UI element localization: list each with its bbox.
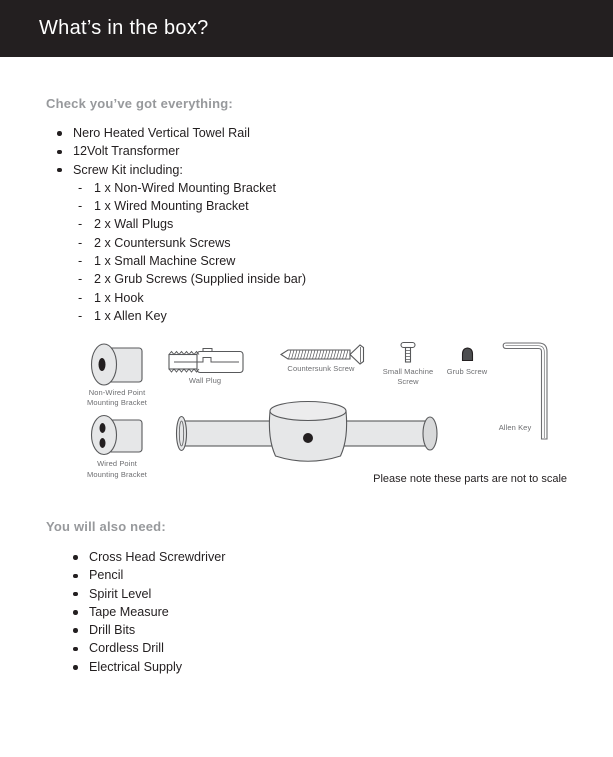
also-need-item: Electrical Supply	[46, 658, 476, 676]
wired-bracket-label	[62, 459, 172, 480]
also-need-heading: You will also need:	[46, 519, 166, 534]
scale-note: Please note these parts are not to scale	[373, 473, 567, 485]
label-line: Small Machine	[382, 366, 434, 376]
towel-rail-bar-drawing	[177, 402, 438, 462]
screw-kit-item: - 1 x Small Machine Screw	[46, 252, 476, 270]
non-wired-bracket-drawing	[92, 344, 143, 385]
non-wired-bracket-label	[62, 388, 172, 409]
grub-screw-drawing	[463, 348, 473, 361]
wall-plug-drawing	[169, 349, 243, 373]
label-line: Screw	[397, 377, 419, 386]
label-line: Mounting Bracket	[87, 398, 147, 407]
also-need-list	[46, 548, 476, 676]
label-line: Non-Wired Point	[88, 387, 146, 397]
also-need-item: Cross Head Screwdriver	[46, 548, 476, 566]
wall-plug-label: Wall Plug	[188, 376, 222, 385]
page-title: What’s in the box?	[39, 17, 209, 39]
screw-kit-item: - 2 x Countersunk Screws	[46, 234, 476, 252]
label-line: Wired Point	[97, 459, 137, 468]
also-need-item: Pencil	[46, 566, 476, 584]
screw-kit-item: - 1 x Non-Wired Mounting Bracket	[46, 179, 476, 197]
wired-bracket-drawing	[92, 416, 143, 455]
also-need-item: Cordless Drill	[46, 639, 476, 657]
grub-screw-label: Grub Screw	[446, 366, 488, 376]
small-machine-screw-drawing	[401, 343, 415, 363]
countersunk-screw-label: Countersunk Screw	[287, 363, 355, 373]
checklist-section	[46, 96, 476, 325]
also-need-item: Tape Measure	[46, 603, 476, 621]
checklist-item: Nero Heated Vertical Towel Rail	[46, 124, 476, 142]
also-need-section	[46, 519, 476, 676]
checklist	[46, 124, 476, 179]
label-line: Mounting Bracket	[87, 469, 147, 479]
screw-kit-item: - 1 x Wired Mounting Bracket	[46, 197, 476, 215]
header-bar	[0, 0, 613, 57]
screw-kit-item: - 2 x Wall Plugs	[46, 215, 476, 233]
also-need-item: Drill Bits	[46, 621, 476, 639]
allen-key-label: Allen Key	[498, 422, 532, 432]
screw-kit-item: - 2 x Grub Screws (Supplied inside bar)	[46, 270, 476, 288]
also-need-item: Spirit Level	[46, 585, 476, 603]
checklist-item: 12Volt Transformer	[46, 142, 476, 160]
parts-diagram	[0, 335, 613, 500]
screw-kit-item: - 1 x Hook	[46, 289, 476, 307]
screw-kit-item: - 1 x Allen Key	[46, 307, 476, 325]
screw-kit-list	[46, 179, 476, 325]
countersunk-screw-drawing	[281, 345, 364, 364]
checklist-heading: Check you’ve got everything:	[46, 96, 233, 111]
checklist-item: Screw Kit including:	[46, 161, 476, 179]
